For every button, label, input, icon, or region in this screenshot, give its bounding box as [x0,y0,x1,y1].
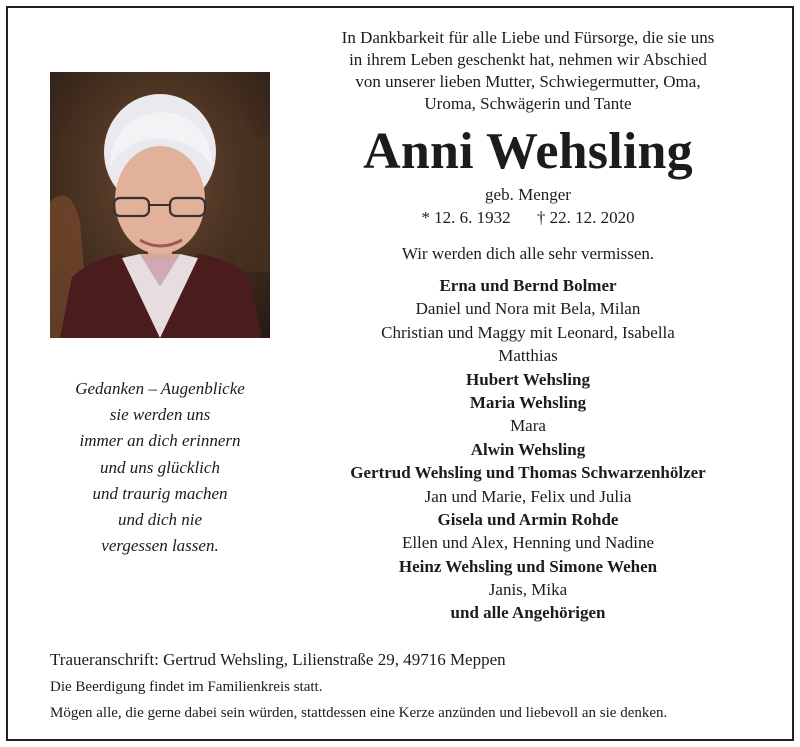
intro-line: In Dankbarkeit für alle Liebe und Fürsorge, die sie uns [341,28,715,47]
life-dates [298,207,758,229]
mourning-address: Traueranschrift: Gertrud Wehsling, Lilienstraße 29, 49716 Meppen [50,650,506,669]
mourner-line: Daniel und Nora mit Bela, Milan [415,299,641,319]
intro-line: Uroma, Schwägerin und Tante [424,94,632,113]
poem-line: und uns glücklich [100,457,220,477]
candle-note: Mögen alle, die gerne dabei sein würden, stattdessen eine Kerze anzünden und liebevoll an sie denken. [50,705,668,721]
poem-line: und traurig machen [92,483,228,503]
intro-line: von unserer lieben Mutter, Schwiegermutter, Oma, [355,72,701,91]
poem-line: vergessen lassen. [101,536,219,556]
mourner-line: Maria Wehsling [469,392,587,412]
portrait-photo [50,72,270,338]
intro-text [298,27,758,115]
deceased-name: Anni Wehsling [363,123,693,180]
mourner-line: Jan und Marie, Felix und Julia [424,486,632,506]
poem-line: immer an dich erinnern [79,431,241,451]
memorial-poem [40,376,280,559]
mourner-line: Ellen und Alex, Henning und Nadine [401,533,655,553]
mourner-line: und alle Angehörigen [450,603,606,623]
death-date: † 22. 12. 2020 [536,208,635,227]
mourner-line: Mara [510,416,546,436]
mourner-line: Hubert Wehsling [466,369,590,389]
portrait-illustration [50,72,270,338]
mourner-line: Gisela und Armin Rohde [437,509,619,529]
mourners-list [298,274,758,625]
intro-line: in ihrem Leben geschenkt hat, nehmen wir Abschied [349,50,707,69]
maiden-name: geb. Menger [485,185,571,204]
mourner-line: Christian und Maggy mit Leonard, Isabella [381,322,675,342]
mourner-line: Heinz Wehsling und Simone Wehen [398,556,658,576]
closing-line: Wir werden dich alle sehr vermissen. [401,244,655,263]
poem-line: sie werden uns [109,405,211,425]
mourner-line: Janis, Mika [488,580,568,600]
mourner-line: Alwin Wehsling [470,439,586,459]
birth-date: * 12. 6. 1932 [421,208,511,227]
mourner-line: Gertrud Wehsling und Thomas Schwarzenhölzer [350,463,706,483]
mourner-line: Erna und Bernd Bolmer [439,276,617,295]
mourner-line: Matthias [498,346,558,366]
funeral-note: Die Beerdigung findet im Familienkreis statt. [50,679,323,695]
poem-line: und dich nie [117,510,203,530]
poem-line: Gedanken – Augenblicke [75,379,245,398]
